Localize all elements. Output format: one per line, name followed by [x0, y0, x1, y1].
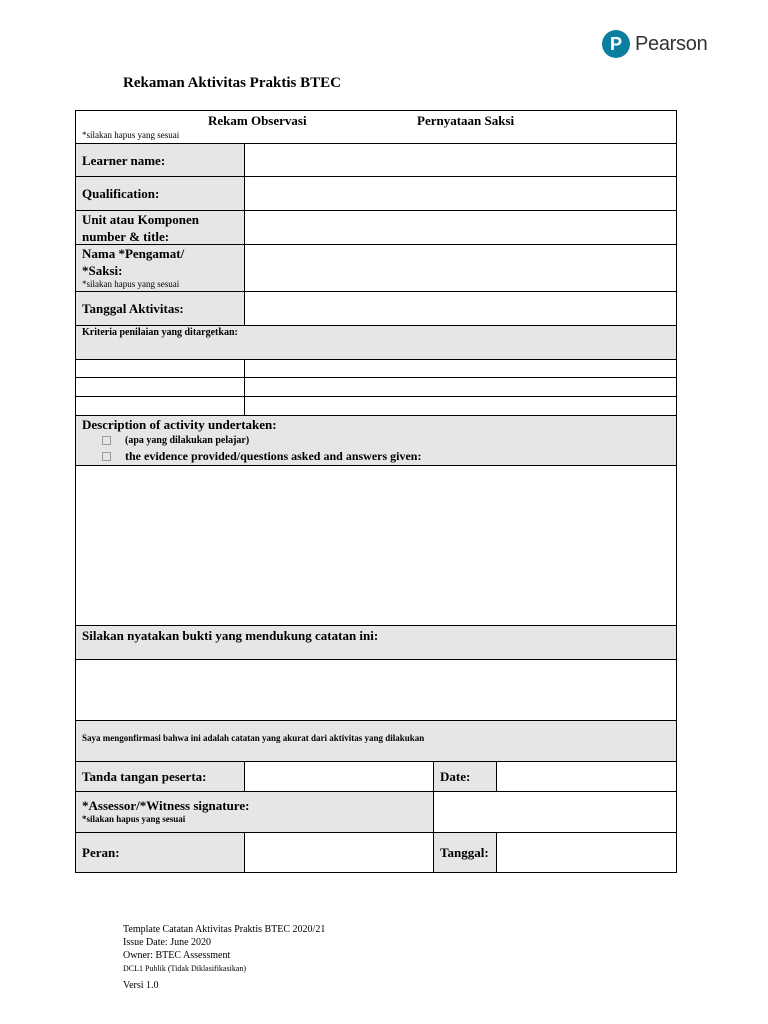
learner-signature-row [76, 762, 676, 792]
criteria-row [76, 378, 676, 397]
checkbox-icon [102, 452, 111, 461]
assessor-signature-field[interactable] [433, 792, 676, 832]
criteria-label: Kriteria penilaian yang ditargetkan: [82, 327, 238, 338]
qualification-field[interactable] [244, 177, 676, 210]
delete-note: *silakan hapus yang sesuai [82, 130, 180, 140]
observer-field[interactable] [244, 245, 676, 291]
assessor-signature-label: *Assessor/*Witness signature: [82, 798, 250, 813]
criteria-ref-field[interactable] [76, 378, 244, 396]
page-title: Rekaman Aktivitas Praktis BTEC [123, 75, 341, 91]
description-field[interactable] [76, 466, 676, 626]
learner-name-row [76, 144, 676, 177]
role-label: Peran: [82, 845, 120, 860]
learner-signature-label: Tanda tangan peserta: [82, 769, 207, 784]
unit-label-line2: number & title: [82, 229, 170, 244]
footer-template: Template Catatan Aktivitas Praktis BTEC 2020/21 [123, 924, 326, 935]
activity-date-field[interactable] [244, 292, 676, 325]
description-bullet: (apa yang dilakukan pelajar) [102, 433, 676, 448]
description-bullet: the evidence provided/questions asked and answers given: [102, 448, 676, 465]
learner-name-label: Learner name: [82, 153, 166, 168]
criteria-detail-field[interactable] [244, 360, 676, 377]
pearson-logo [602, 30, 707, 58]
criteria-ref-field[interactable] [76, 397, 244, 415]
evidence-header-row [76, 626, 676, 660]
criteria-row [76, 397, 676, 416]
confirmation-row [76, 721, 676, 762]
confirmation-text: Saya mengonfirmasi bahwa ini adalah catatan yang akurat dari aktivitas yang dilakukan [82, 733, 425, 743]
date-field[interactable] [496, 762, 676, 791]
criteria-detail-field[interactable] [244, 397, 676, 415]
option-observation[interactable]: Rekam Observasi [208, 113, 307, 128]
date2-label: Tanggal: [440, 845, 489, 860]
description-header-row [76, 416, 676, 466]
evidence-field[interactable] [76, 660, 676, 721]
learner-signature-field[interactable] [244, 762, 433, 791]
footer-issue-date: Issue Date: June 2020 [123, 937, 212, 948]
unit-label-line1: Unit atau Komponen [82, 212, 200, 227]
criteria-header-row [76, 326, 676, 360]
record-type-row [76, 111, 676, 144]
footer-classification: DCL1 Publik (Tidak Diklasifikasikan) [123, 964, 247, 973]
assessor-signature-row [76, 792, 676, 833]
date2-field[interactable] [496, 833, 676, 872]
role-field[interactable] [244, 833, 433, 872]
activity-date-label: Tanggal Aktivitas: [82, 301, 184, 316]
criteria-row [76, 360, 676, 378]
observer-note: *silakan hapus yang sesuai [82, 279, 180, 289]
description-label: Description of activity undertaken: [82, 417, 277, 432]
unit-field[interactable] [244, 211, 676, 244]
criteria-detail-field[interactable] [244, 378, 676, 396]
role-row [76, 833, 676, 872]
qualification-row [76, 177, 676, 211]
observer-label-line1: Nama *Pengamat/ [82, 246, 185, 261]
learner-name-field[interactable] [244, 144, 676, 176]
checkbox-icon [102, 436, 111, 445]
date-label: Date: [440, 769, 471, 784]
criteria-ref-field[interactable] [76, 360, 244, 377]
activity-date-row [76, 292, 676, 326]
observer-row [76, 245, 676, 292]
footer-version: Versi 1.0 [123, 980, 159, 991]
footer-owner: Owner: BTEC Assessment [123, 950, 231, 961]
brand-name: Pearson [635, 32, 708, 55]
document-footer [123, 923, 325, 992]
qualification-label: Qualification: [82, 186, 160, 201]
unit-row [76, 211, 676, 245]
activity-record-form [75, 110, 677, 873]
pearson-p-icon: P [602, 30, 630, 58]
observer-label-line2: *Saksi: [82, 263, 123, 278]
evidence-label: Silakan nyatakan bukti yang mendukung catatan ini: [82, 628, 379, 643]
option-witness[interactable]: Pernyataan Saksi [417, 113, 515, 128]
assessor-note: *silakan hapus yang sesuai [82, 814, 186, 824]
